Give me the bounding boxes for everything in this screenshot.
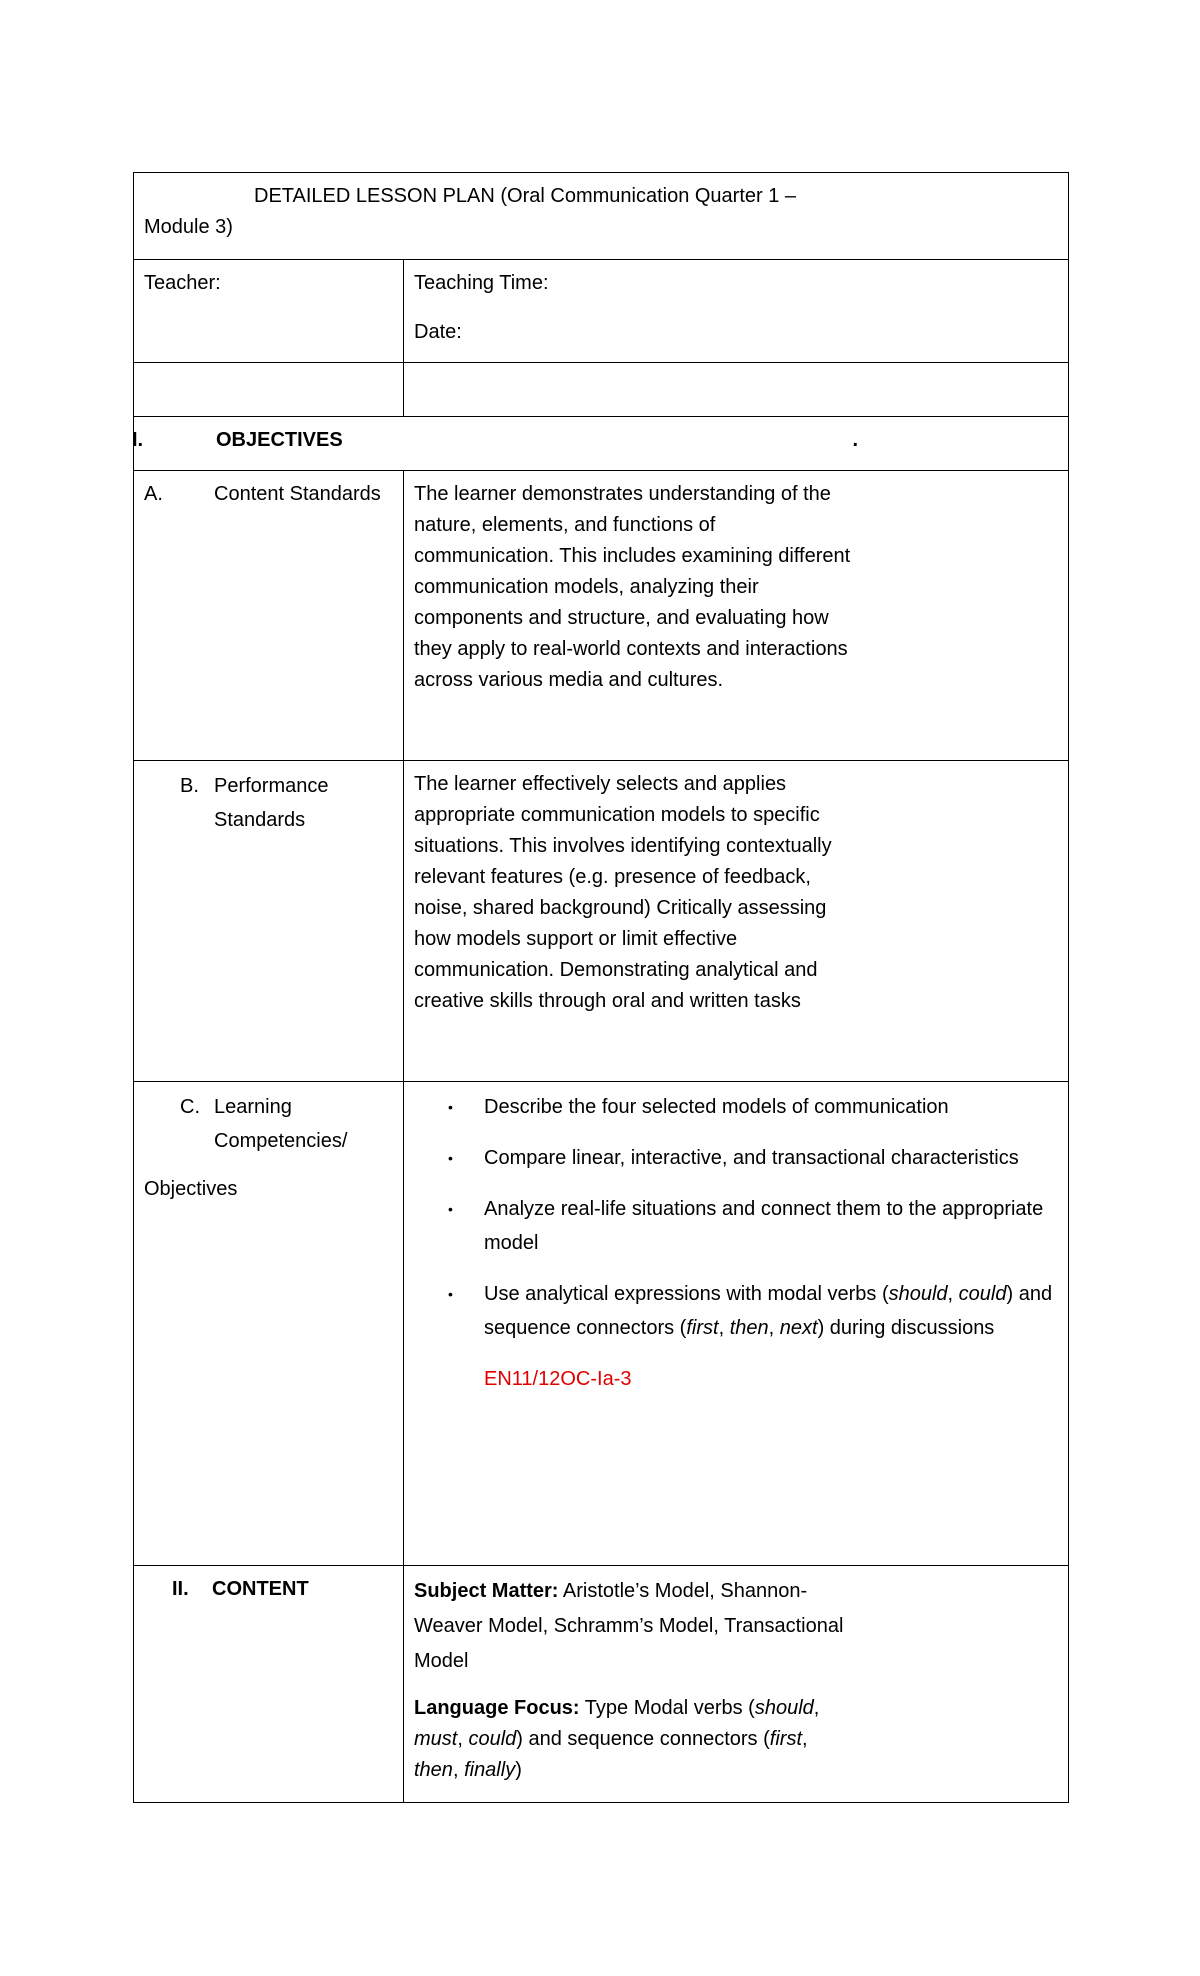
content-standards-text: The learner demonstrates understanding of the nature, elements, and functions of communication. This includes examining different communication models, analyzing their components and structure, and evaluating how they apply to real-world contexts and interactions across various media and cultures. [414, 483, 851, 691]
subject-matter-label: Subject Matter: [414, 1580, 559, 1602]
performance-standards-label-2: Standards [214, 809, 306, 831]
content-standards-label: Content Standards [214, 483, 381, 505]
performance-standards-text: The learner effectively selects and applies appropriate communication models to specific situations. This involves identifying contextually relevant features (e.g. presence of feedback, noise, shared background) Critically assessing how models support or limit effective communication. Demonstrating analytical and creative skills through oral and written tasks [414, 773, 832, 1012]
title-cell [134, 173, 1069, 260]
list-item: • Analyze real-life situations and connect them to the appropriate model [414, 1192, 1058, 1260]
teaching-time-label: Teaching Time: [414, 272, 549, 294]
objectives-heading: OBJECTIVES [216, 429, 343, 451]
competencies-label-1: Learning [214, 1096, 292, 1118]
language-focus-label: Language Focus: [414, 1697, 580, 1719]
bullet-icon: • [448, 1286, 453, 1302]
time-date-cell [404, 260, 1069, 363]
subject-matter-text: Aristotle’s Model, Shannon-Weaver Model, Schramm’s Model, Transactional Model [414, 1580, 844, 1672]
teacher-row [134, 260, 1069, 363]
performance-standards-row [134, 761, 1069, 1082]
content-label-cell [134, 1566, 404, 1803]
competencies-row [134, 1082, 1069, 1566]
title-line-2: Module 3) [144, 216, 233, 238]
content-text-cell [404, 1566, 1069, 1803]
performance-standards-label-1: Performance [214, 775, 329, 797]
performance-standards-label-cell [134, 761, 404, 1082]
list-item: • Describe the four selected models of communication [414, 1090, 1058, 1124]
objectives-heading-cell [134, 417, 1069, 471]
bullet-icon: • [448, 1150, 453, 1166]
competencies-label-2: Competencies/ [214, 1130, 348, 1152]
teacher-cell [134, 260, 404, 363]
content-heading: CONTENT [212, 1578, 309, 1600]
competencies-letter: C. [180, 1096, 200, 1118]
objectives-numeral: I. [132, 429, 144, 451]
competencies-label-3: Objectives [144, 1178, 238, 1200]
bullet-icon: • [448, 1201, 453, 1217]
subject-matter [414, 1574, 854, 1679]
teacher-label: Teacher: [144, 272, 221, 294]
performance-standards-letter: B. [180, 775, 199, 797]
content-standards-letter: A. [144, 483, 163, 505]
list-item: • Use analytical expressions with modal verbs (should, could) and sequence connectors (first, then, next) during discussions [414, 1277, 1058, 1345]
language-focus: Language Focus: Type Modal verbs (should, must, could) and sequence connectors (first, then, finally) [414, 1697, 820, 1781]
blank-cell-right [404, 363, 1069, 417]
content-standards-text-cell [404, 471, 1069, 761]
competencies-list-cell [404, 1082, 1069, 1566]
content-standards-label-cell [134, 471, 404, 761]
title-row [134, 173, 1069, 260]
content-standards-row [134, 471, 1069, 761]
bullet-icon: • [448, 1099, 453, 1115]
performance-standards-text-cell [404, 761, 1069, 1082]
blank-cell-left [134, 363, 404, 417]
content-numeral: II. [172, 1578, 189, 1600]
title-line-1: DETAILED LESSON PLAN (Oral Communication Quarter 1 – [254, 185, 797, 207]
lesson-plan-table [133, 172, 1069, 1803]
competencies-label-cell [134, 1082, 404, 1566]
date-label: Date: [414, 321, 462, 343]
objectives-dot: . [852, 429, 859, 451]
blank-row [134, 363, 1069, 417]
list-item: • Compare linear, interactive, and transactional characteristics [414, 1141, 1058, 1175]
content-row [134, 1566, 1069, 1803]
competency-code: EN11/12OC-Ia-3 [484, 1368, 632, 1390]
objectives-heading-row [134, 417, 1069, 471]
competencies-list [414, 1090, 1058, 1345]
